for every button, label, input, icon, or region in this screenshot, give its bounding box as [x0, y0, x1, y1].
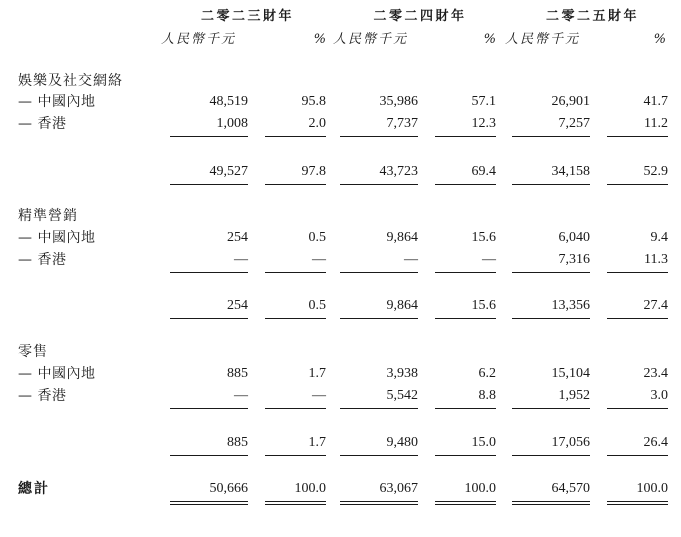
cell: 26,901 — [551, 94, 590, 109]
subtotal-bottom-rule — [607, 318, 668, 319]
cell: 3.0 — [650, 388, 668, 403]
subtotal-rule — [340, 136, 418, 137]
total-label: 總計 — [18, 481, 50, 497]
subtotal-bottom-rule — [512, 455, 590, 456]
row-label-hongkong: — 香港 — [18, 116, 67, 132]
section-title-entertainment: 娛樂及社交網絡 — [18, 73, 123, 89]
subtotal-cell: 49,527 — [209, 164, 248, 179]
cell: 9,864 — [386, 230, 418, 245]
subtotal-bottom-rule — [340, 455, 418, 456]
year-header-fy2025: 二零二五財年 — [545, 9, 639, 24]
cell: — — [234, 388, 248, 403]
cell: 254 — [227, 230, 248, 245]
unit-header-fy2024: 人民幣千元 — [333, 32, 409, 47]
subtotal-bottom-rule — [607, 455, 668, 456]
total-cell: 100.0 — [636, 481, 668, 496]
cell: 2.0 — [308, 116, 326, 131]
cell: 885 — [227, 366, 248, 381]
subtotal-bottom-rule — [607, 184, 668, 185]
subtotal-rule — [435, 408, 496, 409]
cell: — — [404, 252, 418, 267]
subtotal-bottom-rule — [170, 318, 248, 319]
subtotal-rule — [340, 272, 418, 273]
subtotal-rule — [265, 408, 326, 409]
subtotal-bottom-rule — [170, 455, 248, 456]
cell: — — [312, 252, 326, 267]
subtotal-rule — [265, 136, 326, 137]
cell: — — [312, 388, 326, 403]
total-cell: 63,067 — [379, 481, 418, 496]
cell: — — [234, 252, 248, 267]
subtotal-cell: 34,158 — [551, 164, 590, 179]
cell: 3,938 — [386, 366, 418, 381]
year-header-fy2024: 二零二四財年 — [373, 9, 467, 24]
cell: — — [482, 252, 496, 267]
cell: 15,104 — [551, 366, 590, 381]
subtotal-cell: 52.9 — [643, 164, 668, 179]
unit-header-fy2025: 人民幣千元 — [505, 32, 581, 47]
total-double-rule — [512, 501, 590, 505]
cell: 1,952 — [558, 388, 590, 403]
cell: 8.8 — [478, 388, 496, 403]
total-cell: 100.0 — [464, 481, 496, 496]
cell: 41.7 — [643, 94, 668, 109]
pct-header-fy2025: % — [653, 32, 666, 47]
total-double-rule — [170, 501, 248, 505]
cell: 12.3 — [471, 116, 496, 131]
row-label-hongkong: — 香港 — [18, 388, 67, 404]
subtotal-rule — [607, 136, 668, 137]
row-label-mainland: — 中國內地 — [18, 366, 96, 382]
subtotal-rule — [170, 408, 248, 409]
subtotal-cell: 13,356 — [551, 298, 590, 313]
subtotal-bottom-rule — [170, 184, 248, 185]
cell: 95.8 — [301, 94, 326, 109]
row-label-hongkong: — 香港 — [18, 252, 67, 268]
subtotal-rule — [170, 136, 248, 137]
subtotal-rule — [435, 272, 496, 273]
pct-header-fy2023: % — [313, 32, 326, 47]
cell: 7,316 — [558, 252, 590, 267]
subtotal-bottom-rule — [512, 318, 590, 319]
cell: 35,986 — [379, 94, 418, 109]
subtotal-rule — [607, 272, 668, 273]
row-label-mainland: — 中國內地 — [18, 230, 96, 246]
subtotal-bottom-rule — [265, 184, 326, 185]
subtotal-cell: 9,480 — [386, 435, 418, 450]
subtotal-bottom-rule — [265, 318, 326, 319]
cell: 0.5 — [308, 230, 326, 245]
subtotal-cell: 15.6 — [471, 298, 496, 313]
subtotal-cell: 97.8 — [301, 164, 326, 179]
subtotal-bottom-rule — [265, 455, 326, 456]
subtotal-cell: 26.4 — [643, 435, 668, 450]
subtotal-cell: 17,056 — [551, 435, 590, 450]
subtotal-cell: 254 — [227, 298, 248, 313]
total-cell: 100.0 — [294, 481, 326, 496]
total-cell: 64,570 — [551, 481, 590, 496]
cell: 11.2 — [644, 116, 668, 131]
total-cell: 50,666 — [209, 481, 248, 496]
year-header-fy2023: 二零二三財年 — [200, 9, 294, 24]
pct-header-fy2024: % — [483, 32, 496, 47]
row-label-mainland: — 中國內地 — [18, 94, 96, 110]
subtotal-bottom-rule — [435, 455, 496, 456]
subtotal-bottom-rule — [340, 318, 418, 319]
cell: 7,737 — [386, 116, 418, 131]
cell: 6,040 — [558, 230, 590, 245]
cell: 6.2 — [478, 366, 496, 381]
total-double-rule — [340, 501, 418, 505]
subtotal-cell: 69.4 — [471, 164, 496, 179]
cell: 23.4 — [643, 366, 668, 381]
subtotal-cell: 9,864 — [386, 298, 418, 313]
cell: 5,542 — [386, 388, 418, 403]
subtotal-rule — [607, 408, 668, 409]
total-double-rule — [265, 501, 326, 505]
unit-header-fy2023: 人民幣千元 — [161, 32, 237, 47]
cell: 1.7 — [308, 366, 326, 381]
cell: 7,257 — [558, 116, 590, 131]
subtotal-cell: 0.5 — [308, 298, 326, 313]
subtotal-rule — [170, 272, 248, 273]
subtotal-bottom-rule — [435, 318, 496, 319]
subtotal-cell: 15.0 — [471, 435, 496, 450]
subtotal-rule — [435, 136, 496, 137]
cell: 15.6 — [471, 230, 496, 245]
cell: 57.1 — [471, 94, 496, 109]
cell: 48,519 — [209, 94, 248, 109]
subtotal-cell: 885 — [227, 435, 248, 450]
subtotal-rule — [340, 408, 418, 409]
subtotal-bottom-rule — [512, 184, 590, 185]
subtotal-cell: 1.7 — [308, 435, 326, 450]
subtotal-cell: 27.4 — [643, 298, 668, 313]
cell: 1,008 — [216, 116, 248, 131]
total-double-rule — [435, 501, 496, 505]
cell: 11.3 — [644, 252, 668, 267]
subtotal-bottom-rule — [435, 184, 496, 185]
section-title-retail: 零售 — [18, 344, 48, 360]
subtotal-rule — [512, 136, 590, 137]
cell: 9.4 — [650, 230, 668, 245]
subtotal-rule — [512, 272, 590, 273]
section-title-precision-marketing: 精準營銷 — [18, 208, 78, 224]
subtotal-rule — [265, 272, 326, 273]
subtotal-rule — [512, 408, 590, 409]
subtotal-bottom-rule — [340, 184, 418, 185]
subtotal-cell: 43,723 — [379, 164, 418, 179]
total-double-rule — [607, 501, 668, 505]
